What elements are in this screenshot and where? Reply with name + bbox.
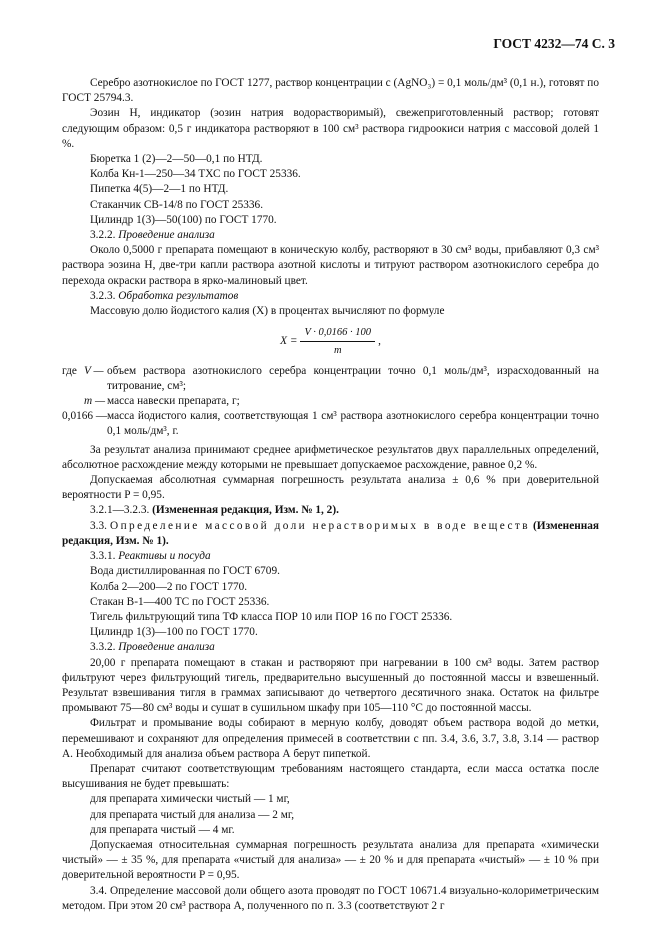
list-item: для препарата химически чистый — 1 мг, [90,793,290,806]
section-heading [62,289,599,304]
definition-item [62,394,599,409]
paragraph: Фильтрат и промывание воды собирают в мерную колбу, доводят объем раствора водой до метки, перемешивают и сохраняют для определения примесей в соответствии с пп. 3.4, 3.6, 3.7, 3.8, 3.14 — раствор А. Необходимый для анализа объем раствора А берут пипеткой. [62,717,599,760]
definition-list [62,364,599,440]
definition-symbol: m — [84,395,106,408]
section-number: 3.2.3. [90,289,116,302]
formula-lhs: X = [280,335,298,348]
section-number: 3.2.1—3.2.3. [90,504,150,517]
definition-text: масса навески препарата, г; [107,395,240,408]
section-heading [62,640,599,655]
paragraph: Вода дистиллированная по ГОСТ 6709. [90,565,280,578]
section-number: 3.2.2. [90,229,116,242]
list-item: для препарата чистый — 4 мг. [90,823,235,836]
formula-fraction [300,325,375,358]
section-number: 3.3.1. [90,550,116,563]
paragraph: Стаканчик СВ-14/8 по ГОСТ 25336. [90,198,264,211]
paragraph: Пипетка 4(5)—2—1 по НТД. [90,183,229,196]
paragraph: Колба Кн-1—250—34 ТХС по ГОСТ 25336. [90,168,301,181]
amendment-text: (Измененная редакция, Изм. № 1). [62,519,599,547]
paragraph: Эозин Н, индикатор (эозин натрия водорастворимый), свежеприготовленный раствор; готовят следующим образом: 0,5 г индикатора растворяют в 100 см³ раствора гидроокиси натрия с массовой долей 1 %. [62,107,599,150]
section-number: 3.3. [90,519,107,532]
definition-symbol: где V — [62,364,104,377]
paragraph: 3.4. Определение массовой доли общего азота проводят по ГОСТ 10671.4 визуально-колориметрическим методом. При этом 20 см³ раствора А, полученного по п. 3.3 (соответствуют 2 г [62,884,599,912]
section-heading [62,519,599,549]
section-heading [62,549,599,564]
paragraph: Цилиндр 1(3)—50(100) по ГОСТ 1770. [90,213,277,226]
section-number: 3.3.2. [90,641,116,654]
paragraph: Допускаемая относительная суммарная погрешность результата анализа для препарата «химически чистый» — ± 35 %, для препарата «чистый для анализа» — ± 20 % и для препарата «чистый» — ± 10 % при доверительной вероятности P = 0,95. [62,838,599,882]
definition-item [62,364,599,394]
paragraph: Тигель фильтрующий типа ТФ класса ПОР 10 или ПОР 16 по ГОСТ 25336. [90,610,453,623]
paragraph: Допускаемая абсолютная суммарная погрешность результата анализа ± 0,6 % при доверительной вероятности P = 0,95. [62,474,599,502]
paragraph: Колба 2—200—2 по ГОСТ 1770. [90,580,248,593]
definition-text: масса йодистого калия, соответствующая 1 см³ раствора азотнокислого серебра концентрации точно 0,1 моль/дм³, г. [107,410,599,438]
formula-denominator: m [333,345,342,357]
section-title: Обработка результатов [118,289,239,302]
paragraph: Серебро азотнокислое по ГОСТ 1277, раствор концентрации c (AgNO₃) = 0,1 моль/дм³ (0,1 н.), готовят по ГОСТ 25794.3. [62,77,599,105]
paragraph: Около 0,5000 г препарата помещают в коническую колбу, растворяют в 30 см³ воды, прибавляют 0,3 см³ раствора эозина Н, две-три капли раствора азотной кислоты и титруют раствором азотнокислого серебра до перехода окраски раствора в ярко-малиновый цвет. [62,244,599,287]
paragraph: За результат анализа принимают среднее арифметическое результатов двух параллельных определений, абсолютное расхождение между которыми не превышает допускаемое расхождение, равное 0,2 %. [62,443,599,471]
section-heading [62,228,599,243]
paragraph: Препарат считают соответствующим требованиям настоящего стандарта, если масса остатка после высушивания не будет превышать: [62,762,599,791]
paragraph: Стакан В-1—400 ТС по ГОСТ 25336. [90,595,270,608]
section-title: Определение массовой доли нерастворимых в воде веществ [110,519,530,532]
document-body [62,76,599,914]
amendment-note [62,503,599,518]
amendment-text: (Измененная редакция, Изм. № 1, 2). [152,504,339,517]
definition-item [62,409,599,439]
section-title: Проведение анализа [118,641,215,654]
definition-text: объем раствора азотнокислого серебра концентрации точно 0,1 моль/дм³, израсходованный на титрование, см³; [107,364,599,392]
paragraph: 20,00 г препарата помещают в стакан и растворяют при нагревании в 100 см³ воды. Затем раствор фильтруют через фильтрующий тигель, предварительно высушенный до постоянной массы и взвешенный. Результат взвешивания тигля в граммах записывают до четвертого десятичного знака. Остаток на фильтре промывают 75—80 см³ воды и сушат в сушильном шкафу при 105—110 °С до постоянной массы. [62,656,599,715]
section-title: Реактивы и посуда [118,550,211,563]
page-header: ГОСТ 4232—74 С. 3 [493,36,615,51]
formula-tail: , [378,335,381,348]
list-item: для препарата чистый для анализа — 2 мг, [90,808,295,821]
paragraph: Массовую долю йодистого калия (X) в процентах вычисляют по формуле [90,305,445,318]
formula [62,325,599,358]
paragraph: Бюретка 1 (2)—2—50—0,1 по НТД. [90,153,263,166]
section-title: Проведение анализа [118,229,215,242]
formula-numerator: V · 0,0166 · 100 [300,325,375,342]
definition-symbol: 0,0166 — [62,410,108,423]
paragraph: Цилиндр 1(3)—100 по ГОСТ 1770. [90,626,258,639]
